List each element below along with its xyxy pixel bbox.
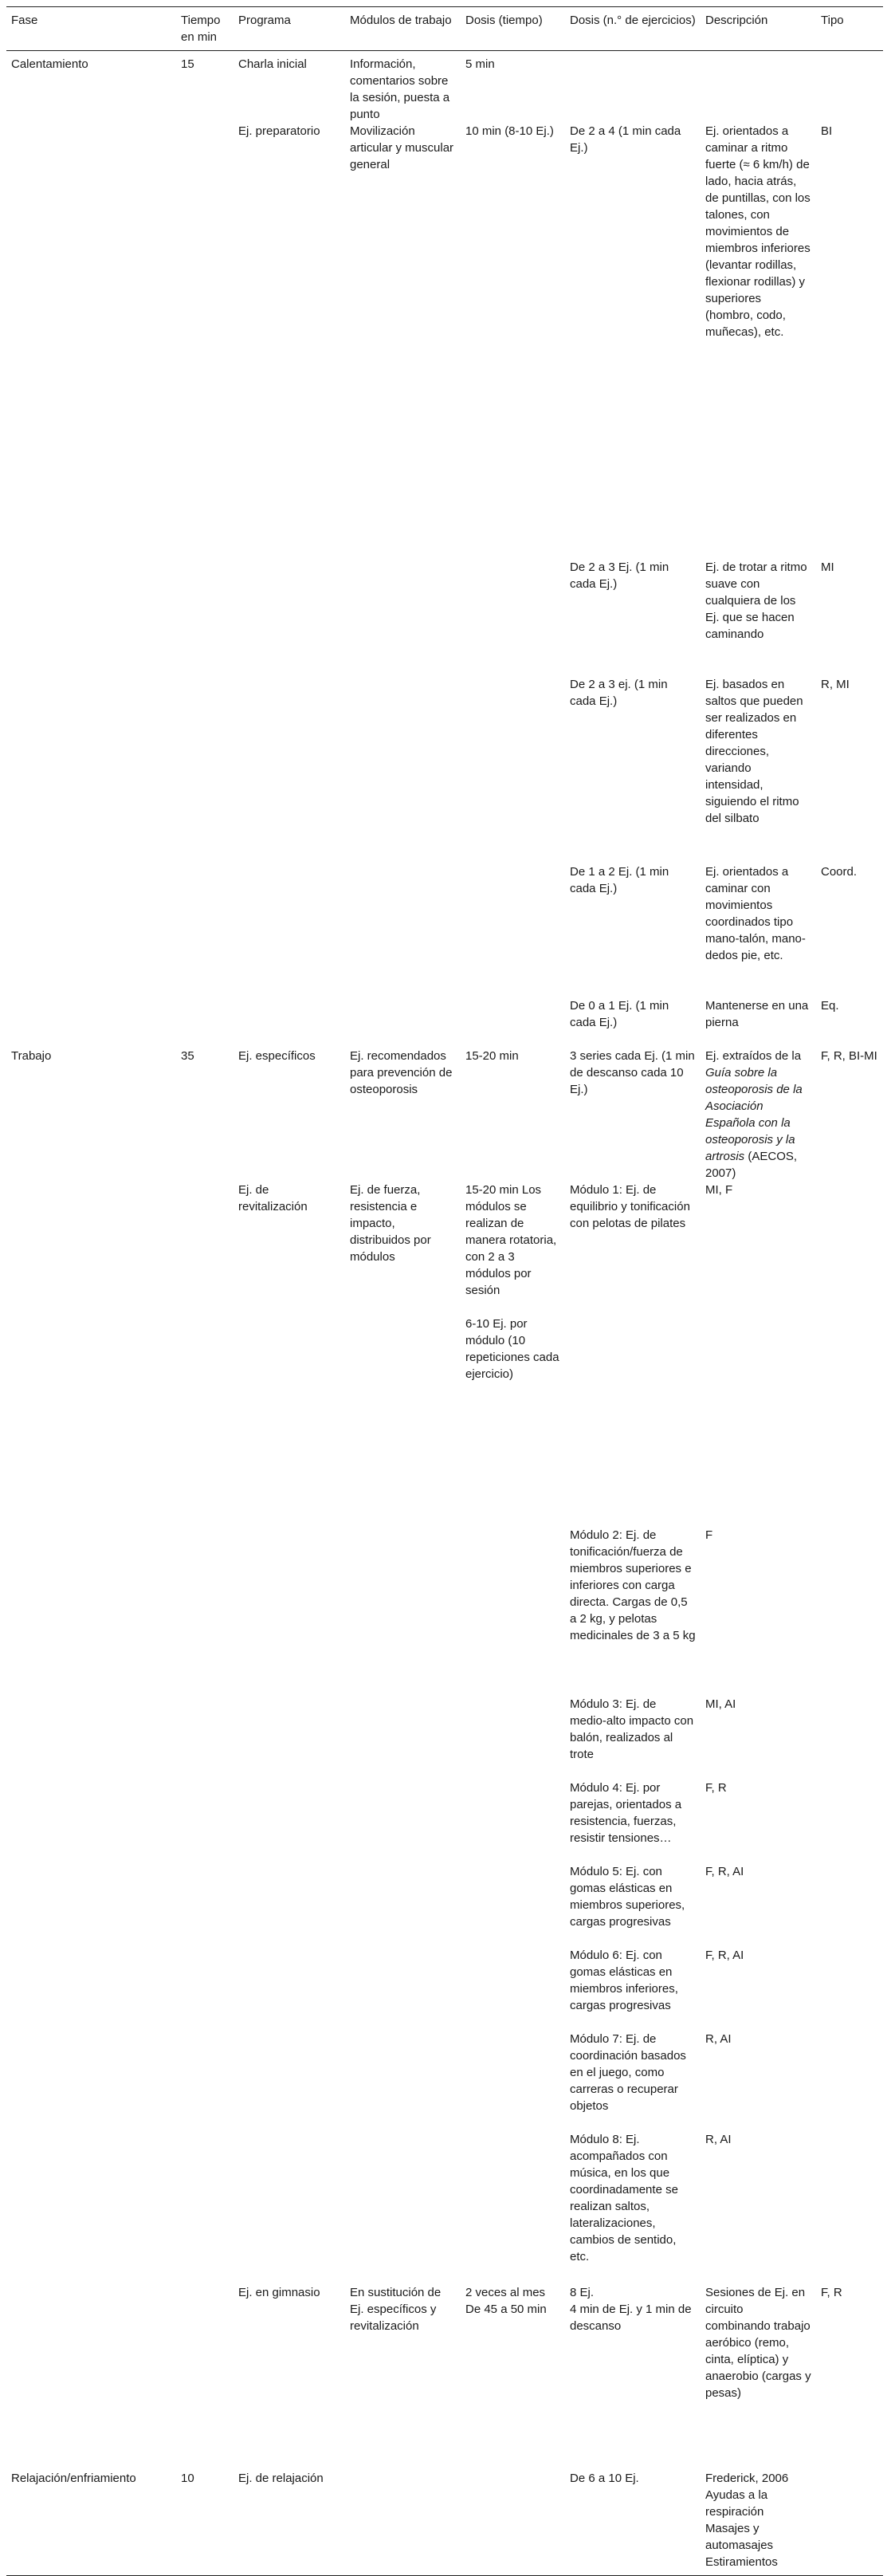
descripcion-cell: Ej. orientados a caminar a ritmo fuerte (≈ 6 km/h) de lado, hacia atrás, de puntillas, con los talones, con movimientos de miembros inferiores (levantar rodillas, flexionar rodillas) y superiores (hombro, codo, muñecas), etc. xyxy=(705,124,811,339)
header-modulos: Módulos de trabajo xyxy=(345,7,461,51)
tipo-cell: R, MI xyxy=(821,678,850,691)
guia-title: Guía sobre la osteoporosis de la Asociación Española con la osteoporosis y la artrosis xyxy=(705,1066,803,1163)
table-row xyxy=(6,1863,883,1947)
modulo-item: Módulo 5: Ej. con gomas elásticas en miembros superiores, cargas progresivas xyxy=(570,1865,685,1929)
tipo-cell: BI xyxy=(821,124,833,138)
header-tipo: Tipo xyxy=(816,7,883,51)
modulo-item: Módulo 2: Ej. de tonificación/fuerza de miembros superiores e inferiores con carga directa. Cargas de 0,5 a 2 kg, y pelotas medicinales de 3 a 5 kg xyxy=(570,1528,696,1642)
modulo-cell: Ej. de fuerza, resistencia e impacto, distribuidos por módulos xyxy=(350,1183,431,1264)
table-row xyxy=(6,676,883,863)
tipo-cell: MI, F xyxy=(705,1183,733,1197)
modulo-cell: En sustitución de Ej. específicos y revitalización xyxy=(350,2286,442,2333)
descripcion-cell: Ej. basados en saltos que pueden ser realizados en diferentes direcciones, variando intensidad, siguiendo el ritmo del silbato xyxy=(705,678,803,825)
header-dosis-ejercicios: Dosis (n.° de ejercicios) xyxy=(565,7,701,51)
table-row xyxy=(6,1527,883,1696)
tipo-cell: MI, AI xyxy=(705,1697,736,1711)
header-row xyxy=(6,7,883,51)
dosis-tiempo-cell: 10 min (8-10 Ej.) xyxy=(465,124,554,138)
programa-cell: Charla inicial xyxy=(238,57,307,71)
modulo-cell: Movilización articular y muscular general xyxy=(350,124,454,171)
descripcion-estiramientos: Estiramientos xyxy=(705,2555,778,2569)
table-row xyxy=(6,51,883,124)
dosis-cell: De 1 a 2 Ej. (1 min cada Ej.) xyxy=(570,865,669,895)
descripcion-cell: Mantenerse en una pierna xyxy=(705,999,809,1029)
tiempo-cell: 15 xyxy=(181,57,194,71)
dosis-cell: De 2 a 3 ej. (1 min cada Ej.) xyxy=(570,678,668,708)
modulo-item: Módulo 4: Ej. por parejas, orientados a resistencia, fuerzas, resistir tensiones… xyxy=(570,1781,682,1845)
dosis-tiempo-cell xyxy=(461,2284,565,2470)
dosis-tiempo-cell xyxy=(461,1182,565,1527)
dosis-frecuencia: 2 veces al mes xyxy=(465,2286,546,2299)
table-row xyxy=(6,2284,883,2470)
programa-cell: Ej. específicos xyxy=(238,1049,316,1063)
modulo-item: Módulo 8: Ej. acompañados con música, en los que coordinadamente se realizan saltos, lateralizaciones, cambios de sentido, etc. xyxy=(570,2133,678,2263)
table-row xyxy=(6,123,883,559)
header-tiempo: Tiempo en min xyxy=(176,7,234,51)
descripcion-referencia: Frederick, 2006 xyxy=(705,2472,789,2485)
dosis-cell: De 6 a 10 Ej. xyxy=(565,2470,701,2576)
table-row xyxy=(6,1048,883,1182)
tipo-cell: F xyxy=(705,1528,713,1542)
table-row xyxy=(6,2131,883,2284)
descripcion-pre: Ej. extraídos de la xyxy=(705,1049,802,1063)
dosis-cell: De 2 a 4 (1 min cada Ej.) xyxy=(570,124,681,155)
descripcion-cell: Ej. orientados a caminar con movimientos coordinados tipo mano-talón, mano-dedos pie, etc. xyxy=(705,865,806,962)
table-row xyxy=(6,1696,883,1780)
dosis-tiempo-cell: 5 min xyxy=(465,57,495,71)
programa-cell: Ej. en gimnasio xyxy=(238,2286,320,2299)
dosis-tiempo-rotatoria: 15-20 min Los módulos se realizan de manera rotatoria, con 2 a 3 módulos por sesión xyxy=(465,1183,557,1297)
exercise-program-table xyxy=(6,6,883,2576)
descripcion-cell: Ej. de trotar a ritmo suave con cualquiera de los Ej. que se hacen caminando xyxy=(705,560,807,641)
tipo-cell: F, R xyxy=(705,1781,727,1795)
fase-cell: Trabajo xyxy=(11,1049,52,1063)
tipo-cell: R, AI xyxy=(705,2133,732,2146)
tipo-cell: MI xyxy=(821,560,834,574)
dosis-tiempo-cell: 15-20 min xyxy=(465,1049,519,1063)
modulo-cell: Información, comentarios sobre la sesión, puesta a punto xyxy=(350,57,450,121)
header-descripcion: Descripción xyxy=(701,7,816,51)
tipo-cell: Coord. xyxy=(821,865,858,879)
programa-cell: Ej. preparatorio xyxy=(238,124,320,138)
modulo-item: Módulo 3: Ej. de medio-alto impacto con balón, realizados al trote xyxy=(570,1697,694,1761)
dosis-tiempo-por-modulo: 6-10 Ej. por módulo (10 repeticiones cada ejercicio) xyxy=(465,1317,559,1381)
tipo-cell: F, R, BI-MI xyxy=(821,1049,877,1063)
header-programa: Programa xyxy=(234,7,345,51)
modulo-item: Módulo 1: Ej. de equilibrio y tonificación con pelotas de pilates xyxy=(570,1183,690,1230)
table-row xyxy=(6,863,883,997)
modulo-cell: Ej. recomendados para prevención de osteoporosis xyxy=(350,1049,453,1096)
table-row xyxy=(6,559,883,676)
dosis-duracion: De 45 a 50 min xyxy=(465,2303,547,2316)
tipo-cell: R, AI xyxy=(705,2032,732,2046)
modulo-item: Módulo 6: Ej. con gomas elásticas en miembros inferiores, cargas progresivas xyxy=(570,1949,678,2012)
tipo-cell: F, R, AI xyxy=(705,1865,744,1878)
fase-cell: Relajación/enfriamiento xyxy=(6,2470,176,2576)
table-row xyxy=(6,1182,883,1527)
descripcion-respiracion: Ayudas a la respiración xyxy=(705,2488,768,2519)
programa-cell: Ej. de relajación xyxy=(234,2470,345,2576)
tipo-cell: F, R xyxy=(821,2286,842,2299)
descripcion-cell: Sesiones de Ej. en circuito combinando trabajo aeróbico (remo, cinta, elíptica) y anaerobio (cargas y pesas) xyxy=(705,2286,811,2400)
modulo-item: Módulo 7: Ej. de coordinación basados en el juego, como carreras o recuperar objetos xyxy=(570,2032,686,2113)
tiempo-cell: 35 xyxy=(181,1049,194,1063)
tipo-cell: Eq. xyxy=(821,999,839,1013)
dosis-cell: De 0 a 1 Ej. (1 min cada Ej.) xyxy=(570,999,669,1029)
descripcion-cell xyxy=(701,2470,816,2576)
descripcion-post: (AECOS, 2007) xyxy=(705,1150,798,1180)
descripcion-cell xyxy=(701,1048,816,1182)
table-row xyxy=(6,1780,883,1863)
header-dosis-tiempo: Dosis (tiempo) xyxy=(461,7,565,51)
tiempo-cell: 10 xyxy=(176,2470,234,2576)
dosis-cell: 3 series cada Ej. (1 min de descanso cada 10 Ej.) xyxy=(570,1049,695,1096)
header-fase: Fase xyxy=(6,7,176,51)
descripcion-masajes: Masajes y automasajes xyxy=(705,2522,774,2552)
dosis-descanso: 4 min de Ej. y 1 min de descanso xyxy=(570,2303,692,2333)
programa-cell: Ej. de revitalización xyxy=(238,1183,308,1213)
table-row xyxy=(6,2031,883,2131)
table-row xyxy=(6,2470,883,2576)
dosis-cell: De 2 a 3 Ej. (1 min cada Ej.) xyxy=(570,560,669,591)
fase-cell: Calentamiento xyxy=(11,57,88,71)
table-row xyxy=(6,997,883,1048)
dosis-ejercicios: 8 Ej. xyxy=(570,2286,595,2299)
tipo-cell: F, R, AI xyxy=(705,1949,744,1962)
table-row xyxy=(6,1947,883,2031)
dosis-cell xyxy=(565,2284,701,2470)
